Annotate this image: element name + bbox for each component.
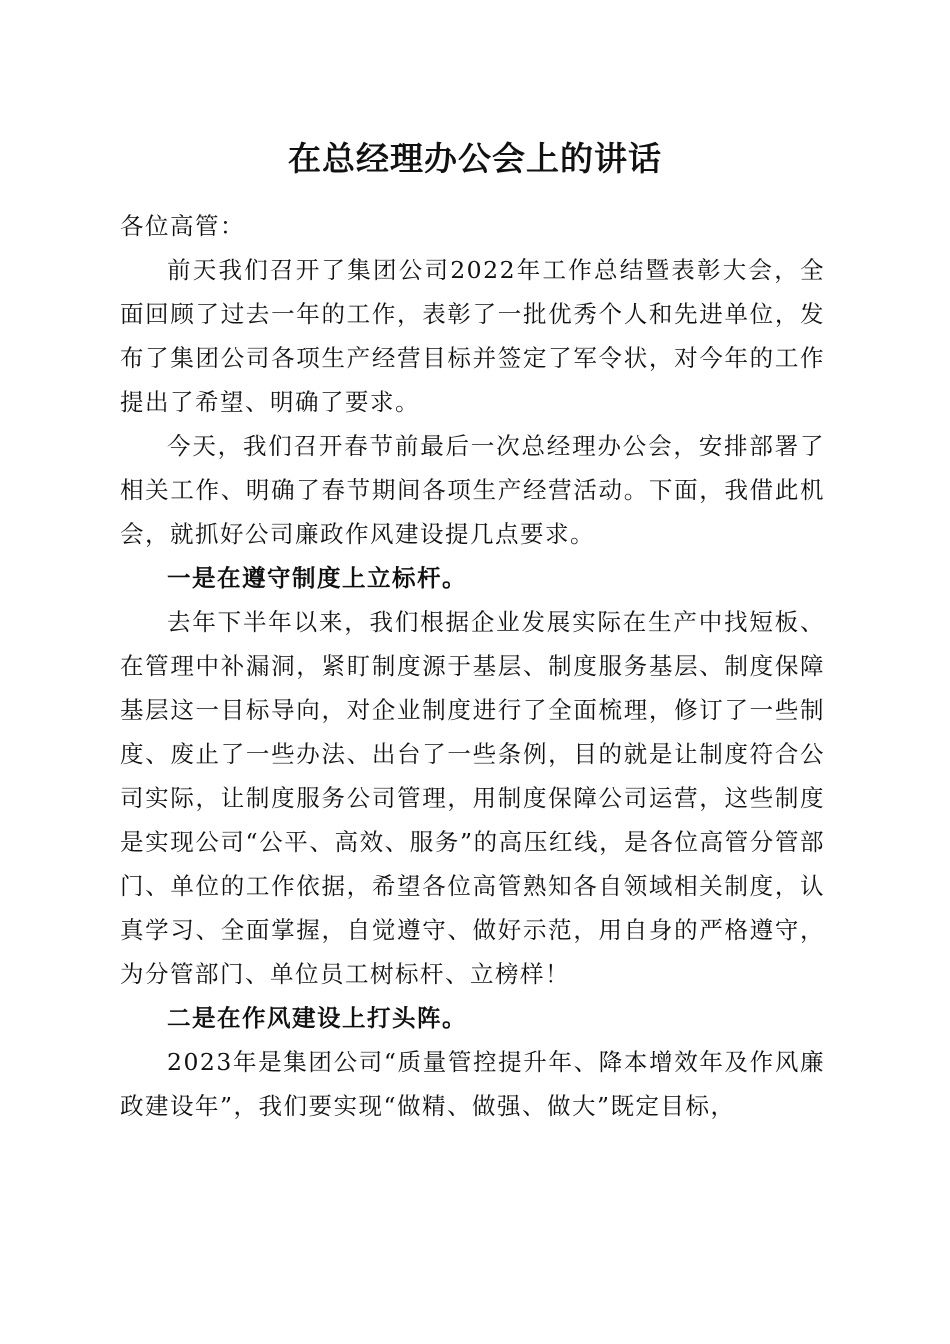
section-heading-1: 一是在遵守制度上立标杆。 bbox=[167, 564, 467, 592]
paragraph-purpose: 今天，我们召开春节前最后一次总经理办公会，安排部署了相关工作、明确了春节期间各项生产经营活动。下面，我借此机会，就抓好公司廉政作风建设提几点要求。 bbox=[120, 432, 825, 548]
section-heading-2: 二是在作风建设上打头阵。 bbox=[167, 1004, 467, 1032]
salutation: 各位高管： bbox=[120, 212, 245, 240]
document-title: 在总经理办公会上的讲话 bbox=[288, 139, 662, 178]
section-text-2: 2023年是集团公司“质量管控提升年、降本增效年及作风廉政建设年”，我们要实现“做精、做强、做大”既定目标， bbox=[120, 1048, 825, 1120]
section-text-1: 去年下半年以来，我们根据企业发展实际在生产中找短板、在管理中补漏洞，紧盯制度源于基层、制度服务基层、制度保障基层这一目标导向，对企业制度进行了全面梳理，修订了一些制度、废止了一些办法、出台了一些条例，目的就是让制度符合公司实际，让制度服务公司管理，用制度保障公司运营，这些制度是实现公司“公平、高效、服务”的高压红线，是各位高管分管部门、单位的工作依据，希望各位高管熟知各自领域相关制度，认真学习、全面掌握，自觉遵守、做好示范，用自身的严格遵守，为分管部门、单位员工树标杆、立榜样！ bbox=[120, 608, 825, 988]
paragraph-intro: 前天我们召开了集团公司2022年工作总结暨表彰大会，全面回顾了过去一年的工作，表彰了一批优秀个人和先进单位，发布了集团公司各项生产经营目标并签定了军令状，对今年的工作提出了希望、明确了要求。 bbox=[120, 256, 825, 416]
document-body bbox=[120, 204, 825, 1128]
